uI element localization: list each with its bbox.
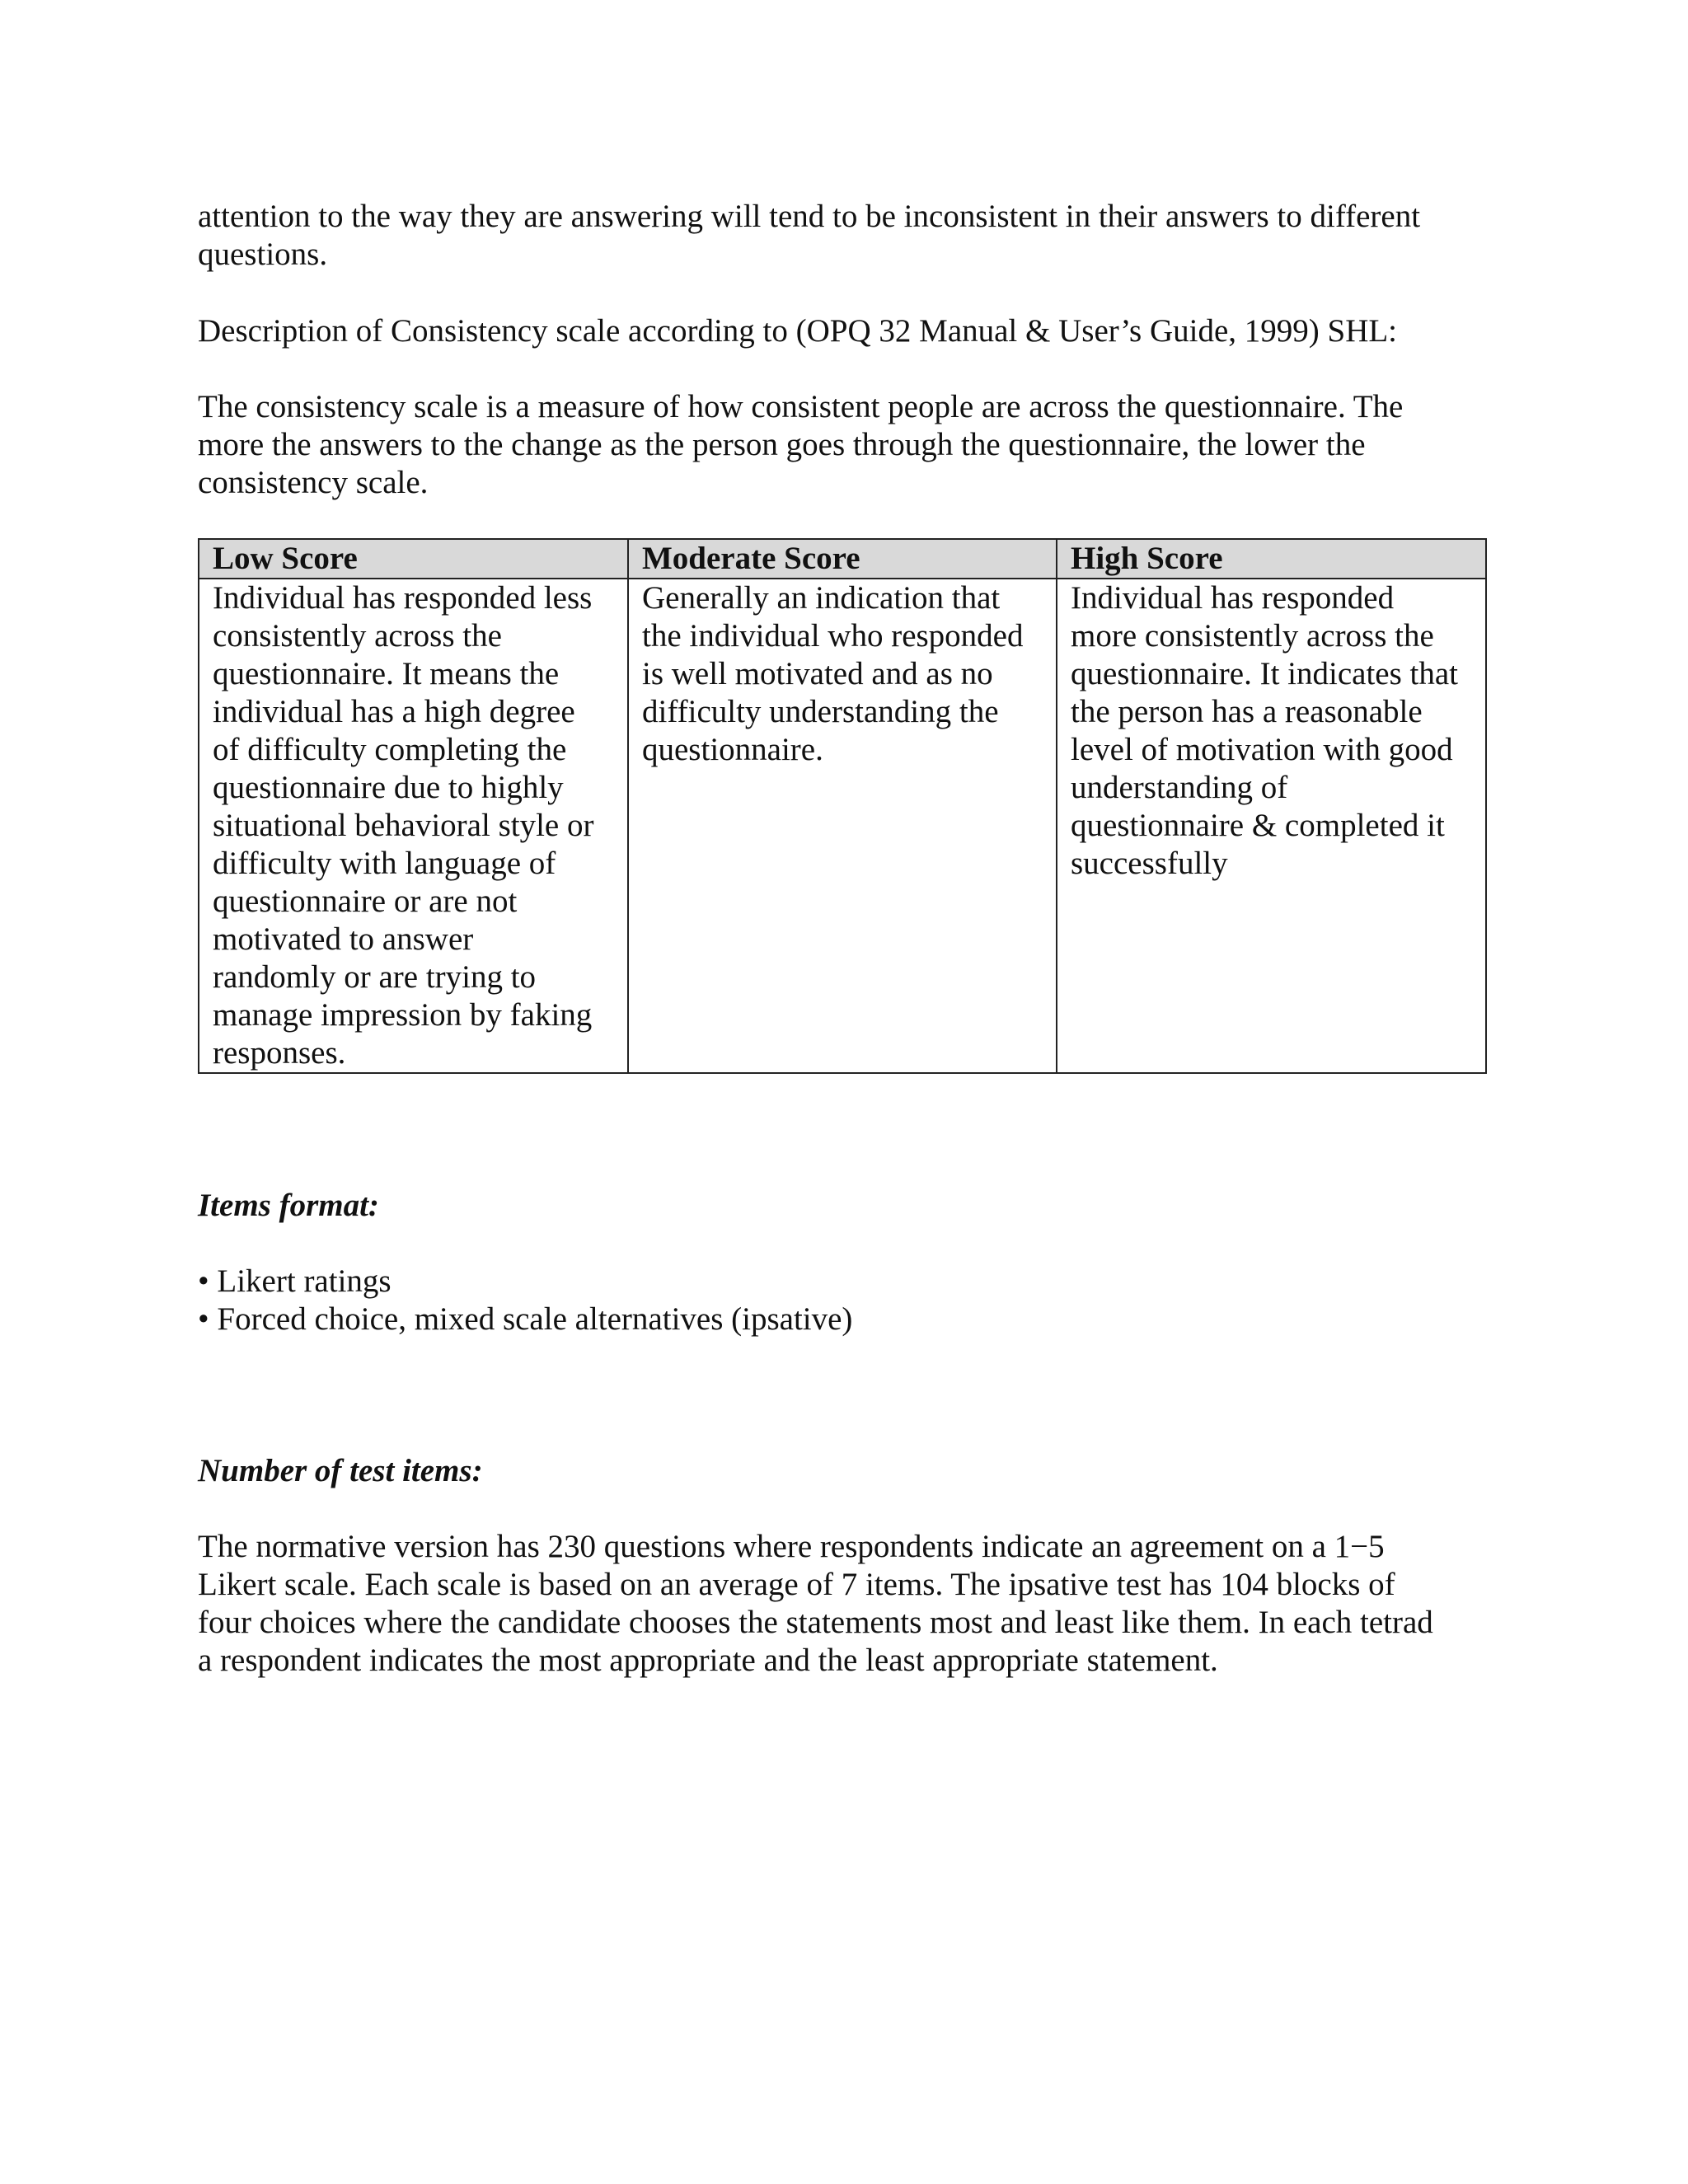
- high-score-description: Individual has responded more consistently across the questionnaire. It indicates that the person has a reasonable level of motivation with good understanding of questionnaire & completed it successfully: [1057, 579, 1486, 1073]
- list-item: • Likert ratings: [198, 1263, 392, 1299]
- continuation-paragraph: attention to the way they are answering will tend to be inconsistent in their answers to different questions.: [198, 199, 1421, 272]
- consistency-scale-paragraph: The consistency scale is a measure of how consistent people are across the questionnaire. The more the answers to the change as the person goes through the questionnaire, the lower the consistency scale.: [198, 389, 1404, 500]
- items-format-list: [198, 1263, 1500, 1338]
- score-table: [198, 538, 1487, 1074]
- low-score-description: Individual has responded less consistently across the questionnaire. It means the individual has a high degree of difficulty completing the questionnaire due to highly situational behavioral style or difficulty with language of questionnaire or are not motivated to answer randomly or are trying to manage impression by faking responses.: [199, 579, 628, 1073]
- high-score-header: High Score: [1057, 539, 1486, 579]
- number-of-items-paragraph: The normative version has 230 questions where respondents indicate an agreement on a 1−5 Likert scale. Each scale is based on an average of 7 items. The ipsative test has 104 blocks of four choices where the candidate chooses the statements most and least like them. In each tetrad a respondent indicates the most appropriate and the least appropriate statement.: [198, 1529, 1433, 1678]
- moderate-score-description: Generally an indication that the individual who responded is well motivated and as no difficulty understanding the questionnaire.: [628, 579, 1057, 1073]
- items-format-heading: Items format:: [198, 1188, 379, 1223]
- moderate-score-header: Moderate Score: [628, 539, 1057, 579]
- description-paragraph: Description of Consistency scale according to (OPQ 32 Manual & User’s Guide, 1999) SHL:: [198, 313, 1398, 349]
- low-score-header: Low Score: [199, 539, 628, 579]
- score-table-header-row: [199, 539, 1486, 579]
- number-of-items-heading: Number of test items:: [198, 1453, 483, 1488]
- score-table-row: [199, 579, 1486, 1073]
- list-item: • Forced choice, mixed scale alternatives (ipsative): [198, 1301, 853, 1337]
